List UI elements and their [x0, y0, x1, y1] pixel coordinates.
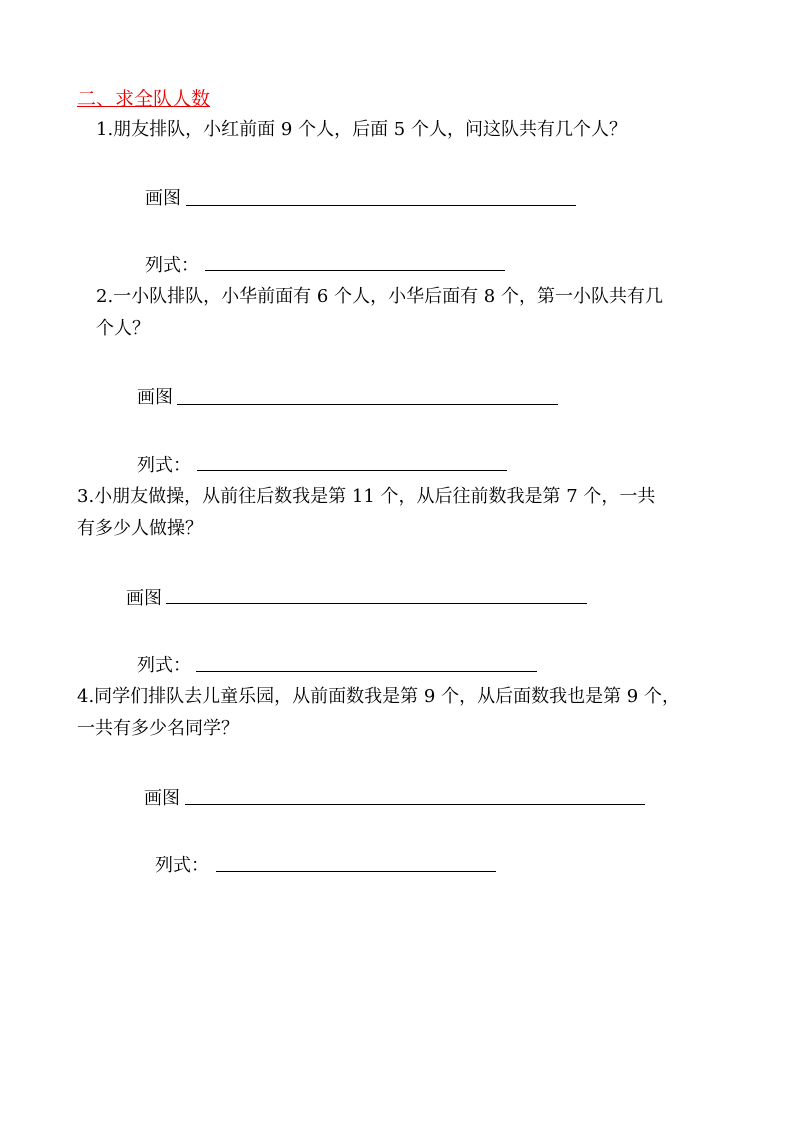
question-4-formula-label: 列式： — [155, 855, 209, 876]
question-1-formula-label: 列式： — [145, 255, 199, 276]
question-1-formula-line[interactable] — [205, 270, 505, 271]
question-1-text: 1.朋友排队，小红前面 9 个人，后面 5 个人，问这队共有几个人？ — [96, 119, 627, 140]
question-4-text-line1: 4.同学们排队去儿童乐园，从前面数我是第 9 个，从后面数我也是第 9 个， — [77, 686, 680, 707]
question-2-formula-label: 列式： — [137, 455, 191, 476]
question-2-draw-label: 画图 — [137, 387, 173, 408]
question-3-text-line2: 有多少人做操？ — [77, 518, 203, 539]
section-heading: 二、求全队人数 — [77, 88, 211, 110]
question-1-draw-line[interactable] — [186, 205, 576, 206]
question-2-text-line1: 2.一小队排队，小华前面有 6 个人，小华后面有 8 个，第一小队共有几 — [96, 286, 663, 307]
question-4-draw-label: 画图 — [144, 788, 180, 809]
question-4-draw-line[interactable] — [185, 804, 645, 805]
question-2-draw-line[interactable] — [177, 404, 558, 405]
question-2-text-line2: 个人？ — [96, 318, 150, 339]
question-3-draw-line[interactable] — [166, 603, 587, 604]
question-2-formula-line[interactable] — [197, 470, 507, 471]
question-3-text-line1: 3.小朋友做操，从前往后数我是第 11 个，从后往前数我是第 7 个，一共 — [77, 486, 656, 507]
question-3-formula-line[interactable] — [196, 671, 537, 672]
question-1-draw-label: 画图 — [145, 188, 181, 209]
question-3-formula-label: 列式： — [137, 655, 191, 676]
question-4-text-line2: 一共有多少名同学？ — [77, 718, 239, 739]
question-3-draw-label: 画图 — [126, 588, 162, 609]
question-4-formula-line[interactable] — [216, 871, 496, 872]
